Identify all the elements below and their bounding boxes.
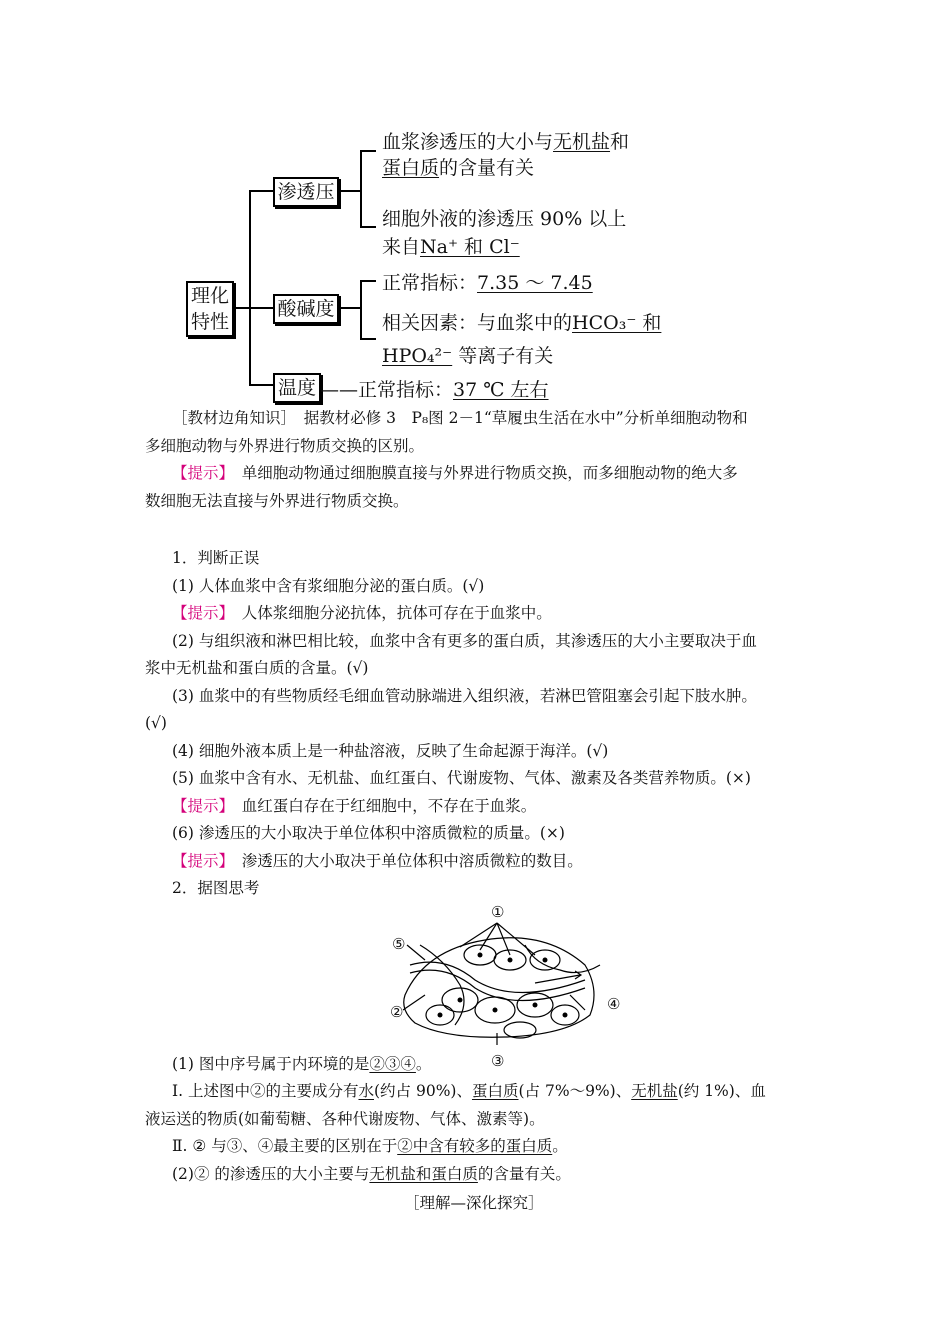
statement-2b: 浆中无机盐和蛋白质的含量。(√) [145, 659, 369, 677]
label-1: ① [491, 903, 505, 921]
reason-1a: Ⅰ. 上述图中②的主要成分有水(约占 90%)、蛋白质(占 7%～9%)、无机盐(约 1%)、血 [172, 1082, 766, 1100]
statement-2a: (2) 与组织液和淋巴相比较，血浆中含有更多的蛋白质，其渗透压的大小主要取决于血 [172, 632, 757, 650]
hint-1: 【提示】 人体浆细胞分泌抗体，抗体可存在于血浆中。 [172, 604, 552, 622]
label-3: ③ [491, 1052, 505, 1070]
statement-6: (6) 渗透压的大小取决于单位体积中溶质微粒的质量。(×) [172, 824, 565, 842]
statement-4: (4) 细胞外液本质上是一种盐溶液，反映了生命起源于海洋。(√) [172, 742, 609, 760]
answer-1: (1) 图中序号属于内环境的是②③④。 [172, 1055, 432, 1073]
osmotic-line-2: 蛋白质的含量有关 [382, 157, 535, 179]
statement-3b: (√) [145, 714, 167, 732]
p2-line-1: 【提示】 单细胞动物通过细胞膜直接与外界进行物质交换，而多细胞动物的绝大多 [172, 464, 738, 482]
reason-2: Ⅱ. ② 与③、④最主要的区别在于②中含有较多的蛋白质。 [172, 1137, 568, 1155]
osmotic-box: 渗透压 [273, 177, 339, 207]
p2-line-2: 数细胞无法直接与外界进行物质交换。 [145, 492, 409, 510]
p1-line-1: ［教材边角知识］ 据教材必修 3 P₈图 2－1“草履虫生活在水中”分析单细胞动物和 [172, 409, 748, 427]
temp-line: ——正常指标：37 ℃ 左右 [320, 379, 549, 401]
temperature-box: 温度 [273, 373, 321, 403]
question-1: 1．判断正误 [172, 549, 260, 567]
section-footer: ［理解—深化探究］ [404, 1194, 544, 1212]
tissue-diagram [385, 905, 615, 1055]
question-2: 2．据图思考 [172, 879, 260, 897]
root-box [186, 281, 234, 337]
statement-3a: (3) 血浆中的有些物质经毛细血管动脉端进入组织液，若淋巴管阻塞会引起下肢水肿。 [172, 687, 757, 705]
hint-label: 【提示】 [172, 852, 227, 870]
osmotic-line-3: 细胞外液的渗透压 90% 以上 [382, 208, 627, 230]
statement-1: (1) 人体血浆中含有浆细胞分泌的蛋白质。(√) [172, 577, 485, 595]
label-4: ④ [607, 995, 621, 1013]
answer-2: (2)② 的渗透压的大小主要与无机盐和蛋白质的含量有关。 [172, 1165, 571, 1183]
reason-1b: 液运送的物质(如葡萄糖、各种代谢废物、气体、激素等)。 [145, 1110, 545, 1128]
hint-label: 【提示】 [172, 604, 227, 622]
statement-5: (5) 血浆中含有水、无机盐、血红蛋白、代谢废物、气体、激素及各类营养物质。(×) [172, 769, 751, 787]
hint-6: 【提示】 渗透压的大小取决于单位体积中溶质微粒的数目。 [172, 852, 583, 870]
hint-label: 【提示】 [172, 464, 227, 482]
root-line-1: 理化 [190, 285, 229, 307]
acid-base-box: 酸碱度 [273, 294, 339, 324]
ph-line-2: 相关因素：与血浆中的HCO₃⁻ 和 [382, 312, 662, 334]
osmotic-line-4: 来自Na⁺ 和 Cl⁻ [382, 236, 520, 258]
hint-5: 【提示】 血红蛋白存在于红细胞中，不存在于血浆。 [172, 797, 537, 815]
root-line-2: 特性 [190, 311, 229, 333]
hint-label: 【提示】 [172, 797, 227, 815]
p1-line-2: 多细胞动物与外界进行物质交换的区别。 [145, 437, 425, 455]
label-5: ⑤ [392, 935, 406, 953]
ph-line-3: HPO₄²⁻ 等离子有关 [382, 345, 554, 367]
osmotic-line-1: 血浆渗透压的大小与无机盐和 [382, 131, 630, 153]
ph-line-1: 正常指标：7.35 ～ 7.45 [382, 272, 593, 294]
label-2: ② [390, 1003, 404, 1021]
